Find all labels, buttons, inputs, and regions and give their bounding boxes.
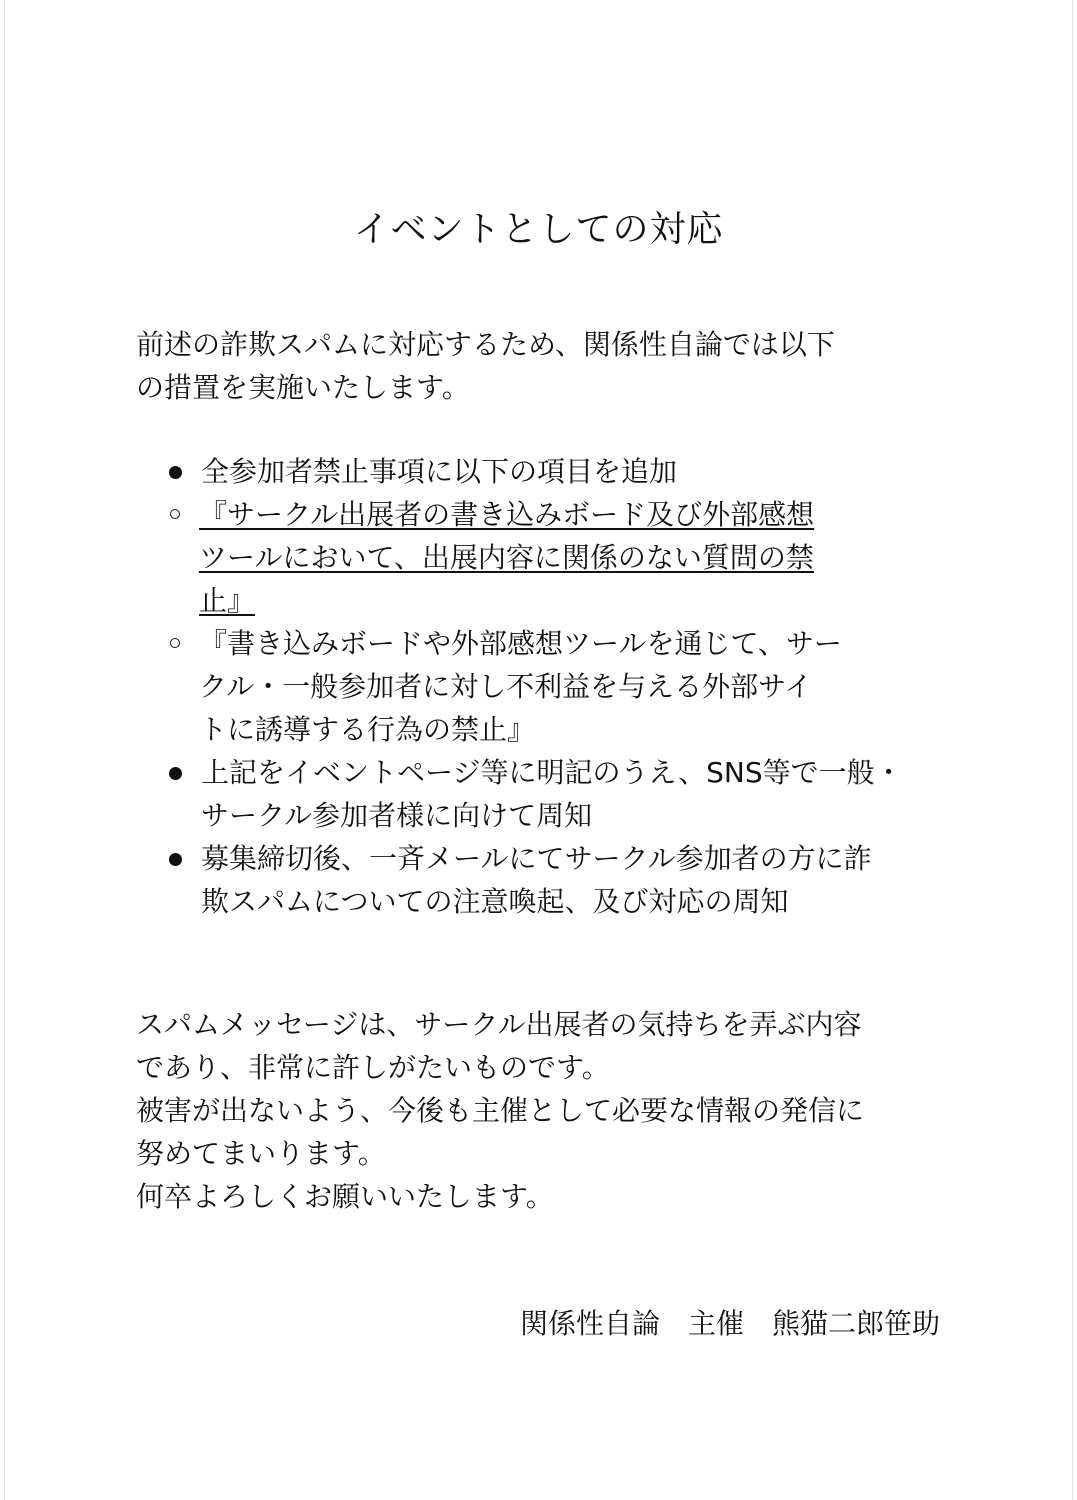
- closing-line: 何卒よろしくお願いいたします。: [136, 1180, 554, 1213]
- intro-line: の措置を実施いたします。: [136, 371, 470, 404]
- bullet-dot-icon: [169, 767, 182, 780]
- bullet-line: サークル参加者様に向けて周知: [201, 799, 593, 832]
- closing-line: であり、非常に許しがたいものです。: [136, 1051, 610, 1084]
- bullet-line: 欺スパムについての注意喚起、及び対応の周知: [201, 885, 789, 918]
- sub-item-question-ban: [136, 493, 956, 622]
- closing-line: 努めてまいります。: [136, 1137, 386, 1170]
- bullet-item-email-notice: [136, 837, 956, 923]
- bullet-item-announce: [136, 751, 956, 837]
- sub-item-line: 『書き込みボードや外部感想ツールを通じて、サー: [199, 627, 842, 660]
- sub-item-redirect-ban: [136, 622, 956, 751]
- sub-bullet-circle-icon: [170, 509, 180, 519]
- bullet-item-add-prohibitions: [136, 450, 956, 493]
- intro-line: 前述の詐欺スパムに対応するため、関係性自論では以下: [136, 328, 835, 361]
- closing-line: スパムメッセージは、サークル出展者の気持ちを弄ぶ内容: [136, 1008, 862, 1041]
- page-title: イベントとしての対応: [353, 209, 724, 250]
- sub-item-line: 『サークル出展者の書き込みボード及び外部感想: [199, 498, 815, 531]
- sub-bullet-circle-icon: [170, 638, 180, 648]
- bullet-dot-icon: [169, 853, 182, 866]
- bullet-dot-icon: [169, 466, 182, 479]
- bullet-line: 募集締切後、一斉メールにてサークル参加者の方に詐: [201, 842, 872, 875]
- measures-list: [136, 450, 956, 923]
- sub-item-line: トに誘導する行為の禁止』: [199, 713, 536, 746]
- intro-paragraph: [136, 323, 936, 409]
- prohibitions-sub-list: [136, 493, 956, 751]
- closing-paragraph: [136, 1003, 936, 1218]
- sub-item-line: ツールにおいて、出展内容に関係のない質問の禁: [199, 541, 814, 574]
- closing-line: 被害が出ないよう、今後も主催として必要な情報の発信に: [136, 1094, 865, 1127]
- bullet-line: 上記をイベントページ等に明記のうえ、SNS等で一般・: [201, 756, 903, 789]
- sub-item-line: 止』: [199, 584, 256, 617]
- signature: 関係性自論 主催 熊猫二郎笹助: [519, 1307, 940, 1340]
- sub-item-line: クル・一般参加者に対し不利益を与える外部サイ: [199, 670, 813, 703]
- bullet-line: 全参加者禁止事項に以下の項目を追加: [201, 455, 678, 488]
